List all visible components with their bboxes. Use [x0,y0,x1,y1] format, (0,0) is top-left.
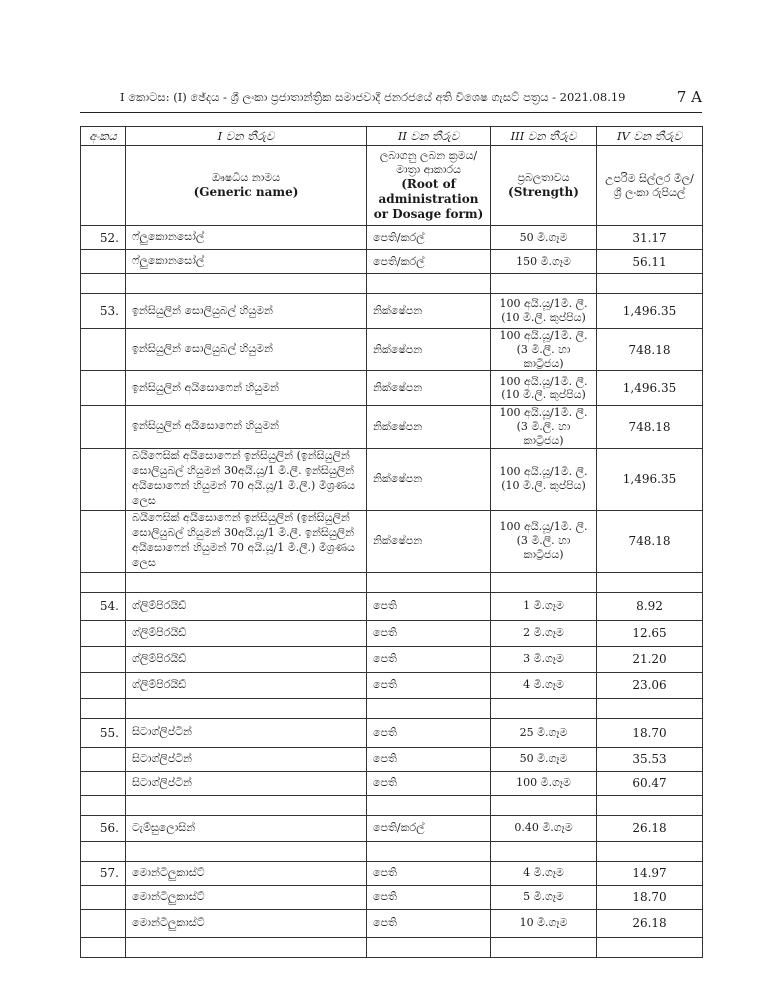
cell-name: ෆ්ලුකොනසෝල් [126,250,367,274]
cell-no [81,909,126,937]
cell-name: ග්ලිම්පිරයිඩ් [126,646,367,672]
cell-no [81,274,126,294]
cell-route: නික්ෂේපන [367,371,491,406]
table-row [81,747,703,771]
spacer-row [81,937,703,957]
cell-strength: 100 අයි.යූ/1මි. ලී. (3 මි.ලී. හා කාට්‍රිජය) [491,329,597,371]
subheader-dosage-form [367,146,491,226]
cell-name: මොන්ටිලුකාස්ට් [126,861,367,885]
cell-price: 56.11 [597,250,703,274]
cell-name: ඉන්සියුලින් අයිසොෆෙන් හියුමන් [126,371,367,406]
cell-route: පෙති [367,771,491,795]
table-row [81,250,703,274]
cell-name: ග්ලිම්පිරයිඩ් [126,620,367,646]
cell-name [126,698,367,718]
cell-name: බයිෆෙසික් අයිසොෆෙන් ඉන්සියුලින් (ඉන්සියුලින් සොලියුබල් හියුමන් 30අයි.යූ/1 මි.ලී. ඉන්සියුලින් අයිසොෆෙන් හියුමන් 70 අයි.යූ/1 මි.ලී.) මිශ්‍රණය ලෙස [126,510,367,572]
table-row [81,226,703,250]
cell-no: 56. [81,815,126,841]
page-header [80,88,702,108]
table-row [81,646,703,672]
cell-strength: 100 අයි.යූ/1මි. ලී. (3 මි.ලී. හා කාට්‍රිජය) [491,510,597,572]
cell-price: 26.18 [597,815,703,841]
cell-price [597,937,703,957]
subheader-dosage-form-en: (Root of administration or Dosage form) [373,176,484,221]
cell-route: නික්ෂේපන [367,406,491,448]
cell-no [81,510,126,572]
spacer-row [81,274,703,294]
column-header-col3: III වන තීරුව [491,127,597,146]
cell-name: මොන්ටිලුකාස්ට් [126,885,367,909]
cell-route: පෙති/කරල් [367,226,491,250]
cell-no: 57. [81,861,126,885]
subheader-max-price: උපරිම සිල්ලර මිල/ ශ්‍රී ලංකා රුපියල් [597,146,703,226]
cell-price [597,274,703,294]
subheader-row [81,146,703,226]
table-row [81,406,703,448]
cell-strength: 150 මි.ගෑම [491,250,597,274]
cell-price: 18.70 [597,718,703,747]
subheader-empty [81,146,126,226]
cell-strength: 100 අයි.යූ/1මි. ලී. (3 මි.ලී. හා කාට්‍රිජය) [491,406,597,448]
cell-strength: 50 මි.ගෑම [491,747,597,771]
cell-strength [491,841,597,861]
table-row [81,885,703,909]
subheader-strength [491,146,597,226]
cell-route: පෙති [367,861,491,885]
column-header-row [81,127,703,146]
subheader-dosage-form-si: ලබාගනු ලබන ක්‍රමය/ මාත්‍රා ආකාරය [379,149,478,176]
cell-route: පෙති [367,747,491,771]
cell-strength: 10 මි.ගෑම [491,909,597,937]
cell-price: 8.92 [597,592,703,620]
cell-name: ඉන්සියුලින් සොලියුබල් හියුමන් [126,329,367,371]
cell-price: 23.06 [597,672,703,698]
cell-no [81,841,126,861]
cell-strength: 1 මි.ගෑම [491,592,597,620]
cell-route: පෙති [367,885,491,909]
cell-no [81,885,126,909]
cell-price: 12.65 [597,620,703,646]
table-row [81,510,703,572]
cell-no: 55. [81,718,126,747]
cell-route: නික්ෂේපන [367,294,491,329]
cell-strength: 100 අයි.යූ/1මි. ලී. (10 මි.ලී. කුප්පිය) [491,294,597,329]
cell-price: 748.18 [597,329,703,371]
cell-strength: 0.40 මි.ගෑම [491,815,597,841]
cell-route: පෙති [367,672,491,698]
subheader-generic-name-en: (Generic name) [193,184,299,199]
table-row [81,448,703,510]
cell-route [367,274,491,294]
cell-price: 26.18 [597,909,703,937]
cell-route [367,572,491,592]
cell-strength: 100 මි.ගෑම [491,771,597,795]
cell-route: පෙති [367,909,491,937]
column-header-number: අංකය [81,127,126,146]
table-row [81,329,703,371]
cell-no [81,698,126,718]
spacer-row [81,795,703,815]
cell-strength: 4 මි.ගෑම [491,861,597,885]
subheader-generic-name [126,146,367,226]
cell-strength [491,572,597,592]
cell-name: ඉන්සියුලින් සොලියුබල් හියුමන් [126,294,367,329]
cell-no [81,937,126,957]
cell-no [81,795,126,815]
cell-name: ඉන්සියුලින් අයිසොෆෙන් හියුමන් [126,406,367,448]
drug-price-table [80,126,703,958]
table-row [81,909,703,937]
cell-no [81,448,126,510]
cell-price: 1,496.35 [597,371,703,406]
table-row [81,620,703,646]
cell-price: 14.97 [597,861,703,885]
gazette-title: I කොටස: (I) ඡේදය - ශ්‍රී ලංකා ප්‍රජාතාන්ත්‍රික සමාජවාදී ජනරජයේ අති විශෙෂ ගැසට් පත්‍රය - 2021.08.19 [120,90,626,104]
cell-no: 54. [81,592,126,620]
cell-price: 18.70 [597,885,703,909]
cell-no: 53. [81,294,126,329]
cell-route: පෙති [367,646,491,672]
cell-route [367,841,491,861]
cell-strength [491,698,597,718]
cell-strength: 4 මි.ගෑම [491,672,597,698]
cell-route [367,698,491,718]
table-row [81,672,703,698]
cell-strength [491,795,597,815]
cell-no [81,672,126,698]
subheader-strength-si: ප්‍රබලතාවය [517,171,570,185]
cell-price [597,795,703,815]
cell-route: පෙති [367,718,491,747]
cell-no [81,329,126,371]
cell-strength: 25 මි.ගෑම [491,718,597,747]
cell-route: නික්ෂේපන [367,329,491,371]
cell-route: පෙති [367,592,491,620]
cell-name [126,841,367,861]
cell-name [126,274,367,294]
cell-no [81,406,126,448]
cell-route [367,795,491,815]
cell-name: සිටාග්ලිප්ටින් [126,771,367,795]
cell-name: ග්ලිම්පිරයිඩ් [126,592,367,620]
cell-no [81,620,126,646]
cell-strength: 3 මි.ගෑම [491,646,597,672]
cell-no [81,646,126,672]
cell-price: 748.18 [597,406,703,448]
cell-price: 60.47 [597,771,703,795]
column-header-col1: I වන තීරුව [126,127,367,146]
cell-route [367,937,491,957]
cell-name: සිටාග්ලිප්ටින් [126,718,367,747]
cell-price: 35.53 [597,747,703,771]
cell-price: 748.18 [597,510,703,572]
column-header-col2: II වන තීරුව [367,127,491,146]
cell-strength: 100 අයි.යූ/1මි. ලී. (10 මි.ලී. කුප්පිය) [491,371,597,406]
cell-route: නික්ෂේපන [367,448,491,510]
cell-strength: 50 මි.ගෑම [491,226,597,250]
spacer-row [81,572,703,592]
cell-name [126,795,367,815]
cell-no [81,771,126,795]
cell-no [81,747,126,771]
table-row [81,371,703,406]
cell-strength: 100 අයි.යූ/1මි. ලී. (10 මි.ලී. කුප්පිය) [491,448,597,510]
page-number: 7 A [676,88,702,106]
cell-price [597,698,703,718]
cell-price: 1,496.35 [597,448,703,510]
cell-route: පෙති/කරල් [367,250,491,274]
cell-name: ග්ලිම්පිරයිඩ් [126,672,367,698]
subheader-strength-en: (Strength) [508,184,579,199]
cell-name [126,937,367,957]
cell-name: සිටාග්ලිප්ටින් [126,747,367,771]
cell-no [81,371,126,406]
cell-name: මොන්ටිලුකාස්ට් [126,909,367,937]
spacer-row [81,698,703,718]
table-row [81,771,703,795]
cell-strength [491,937,597,957]
cell-route: නික්ෂේපන [367,510,491,572]
cell-no: 52. [81,226,126,250]
header-rule [80,112,702,113]
cell-no [81,572,126,592]
cell-price: 21.20 [597,646,703,672]
cell-price [597,572,703,592]
cell-name: ෆ්ලුකොනසෝල් [126,226,367,250]
subheader-generic-name-si: ඖෂධීය නාමය [211,171,281,185]
cell-name: ටැම්සුලොසින් [126,815,367,841]
cell-strength [491,274,597,294]
spacer-row [81,841,703,861]
cell-strength: 2 මි.ගෑම [491,620,597,646]
column-header-col4: IV වන තීරුව [597,127,703,146]
cell-route: පෙති [367,620,491,646]
table-row [81,861,703,885]
cell-name [126,572,367,592]
table-row [81,592,703,620]
cell-price: 1,496.35 [597,294,703,329]
cell-price [597,841,703,861]
table-row [81,815,703,841]
cell-name: බයිෆෙසික් අයිසොෆෙන් ඉන්සියුලින් (ඉන්සියුලින් සොලියුබල් හියුමන් 30අයි.යූ/1 මි.ලී. ඉන්සියුලින් අයිසොෆෙන් හියුමන් 70 අයි.යූ/1 මි.ලී.) මිශ්‍රණය ලෙස [126,448,367,510]
cell-strength: 5 මි.ගෑම [491,885,597,909]
table-row [81,718,703,747]
cell-price: 31.17 [597,226,703,250]
cell-route: පෙති/කරල් [367,815,491,841]
table-row [81,294,703,329]
cell-no [81,250,126,274]
